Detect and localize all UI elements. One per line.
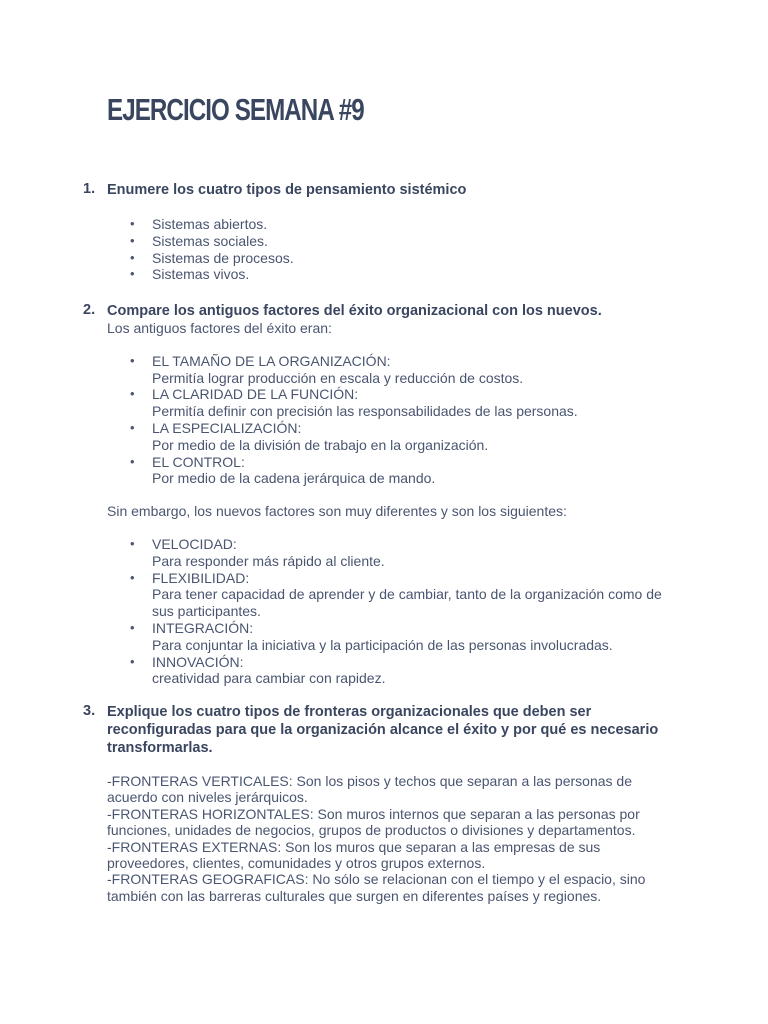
question-1 xyxy=(83,181,683,283)
list-item: • FLEXIBILIDAD: Para tener capacidad de aprender y de cambiar, tanto de la organización como de sus participantes. xyxy=(130,569,662,620)
question-2 xyxy=(83,302,673,687)
thinking-types-list xyxy=(107,216,683,283)
question-heading: Compare los antiguos factores del éxito organizacional con los nuevos. xyxy=(107,303,602,319)
list-item: • LA ESPECIALIZACIÓN: Por medio de la división de trabajo en la organización. xyxy=(130,419,489,453)
frontier-paragraph: -FRONTERAS HORIZONTALES: Son muros internos que separan a las personas por funciones, unidades de negocios, grupos de productos o divisiones y departamentos. xyxy=(107,805,640,839)
list-item: • Sistemas de procesos. xyxy=(130,249,294,266)
list-item: • EL CONTROL: Por medio de la cadena jerárquica de mando. xyxy=(130,453,436,487)
list-item: • INNOVACIÓN: creatividad para cambiar con rapidez. xyxy=(130,653,386,687)
list-item: • INTEGRACIÓN: Para conjuntar la iniciativa y la participación de las personas involucradas. xyxy=(130,619,613,653)
question-number: 1. xyxy=(83,181,96,197)
question-heading: Enumere los cuatro tipos de pensamiento sistémico xyxy=(107,182,467,198)
question-intro: Los antiguos factores del éxito eran: xyxy=(107,320,332,336)
question-number: 2. xyxy=(83,302,96,318)
old-factors-list xyxy=(107,353,673,487)
transition-text: Sin embargo, los nuevos factores son muy diferentes y son los siguientes: xyxy=(107,503,567,520)
frontier-paragraph: -FRONTERAS EXTERNAS: Son los muros que separan a las empresas de sus proveedores, clientes, comunidades y otros grupos externos. xyxy=(107,838,601,872)
list-item: • Sistemas sociales. xyxy=(130,232,268,249)
list-item: • Sistemas abiertos. xyxy=(130,216,268,232)
list-item: • EL TAMAÑO DE LA ORGANIZACIÓN: Permitía lograr producción en escala y reducción de costos. xyxy=(130,352,524,386)
list-item: • VELOCIDAD: Para responder más rápido al cliente. xyxy=(130,535,385,569)
question-number: 3. xyxy=(83,703,96,719)
page-title: EJERCICIO SEMANA #9 xyxy=(107,92,364,127)
frontier-paragraph: -FRONTERAS VERTICALES: Son los pisos y techos que separan a las personas de acuerdo con niveles jerárquicos. xyxy=(107,773,632,806)
question-heading: Explique los cuatro tipos de fronteras organizacionales que deben ser reconfiguradas para que la organización alcance el éxito y por qué es necesario transformarlas. xyxy=(107,704,659,756)
new-factors-list xyxy=(107,536,673,687)
list-item: • Sistemas vivos. xyxy=(130,266,250,283)
list-item: • LA CLARIDAD DE LA FUNCIÓN: Permitía definir con precisión las responsabilidades de las personas. xyxy=(130,386,578,420)
frontier-paragraph: -FRONTERAS GEOGRAFICAS: No sólo se relacionan con el tiempo y el espacio, sino también con las barreras culturales que surgen en diferentes países y regiones. xyxy=(107,871,646,904)
question-3 xyxy=(83,703,673,904)
